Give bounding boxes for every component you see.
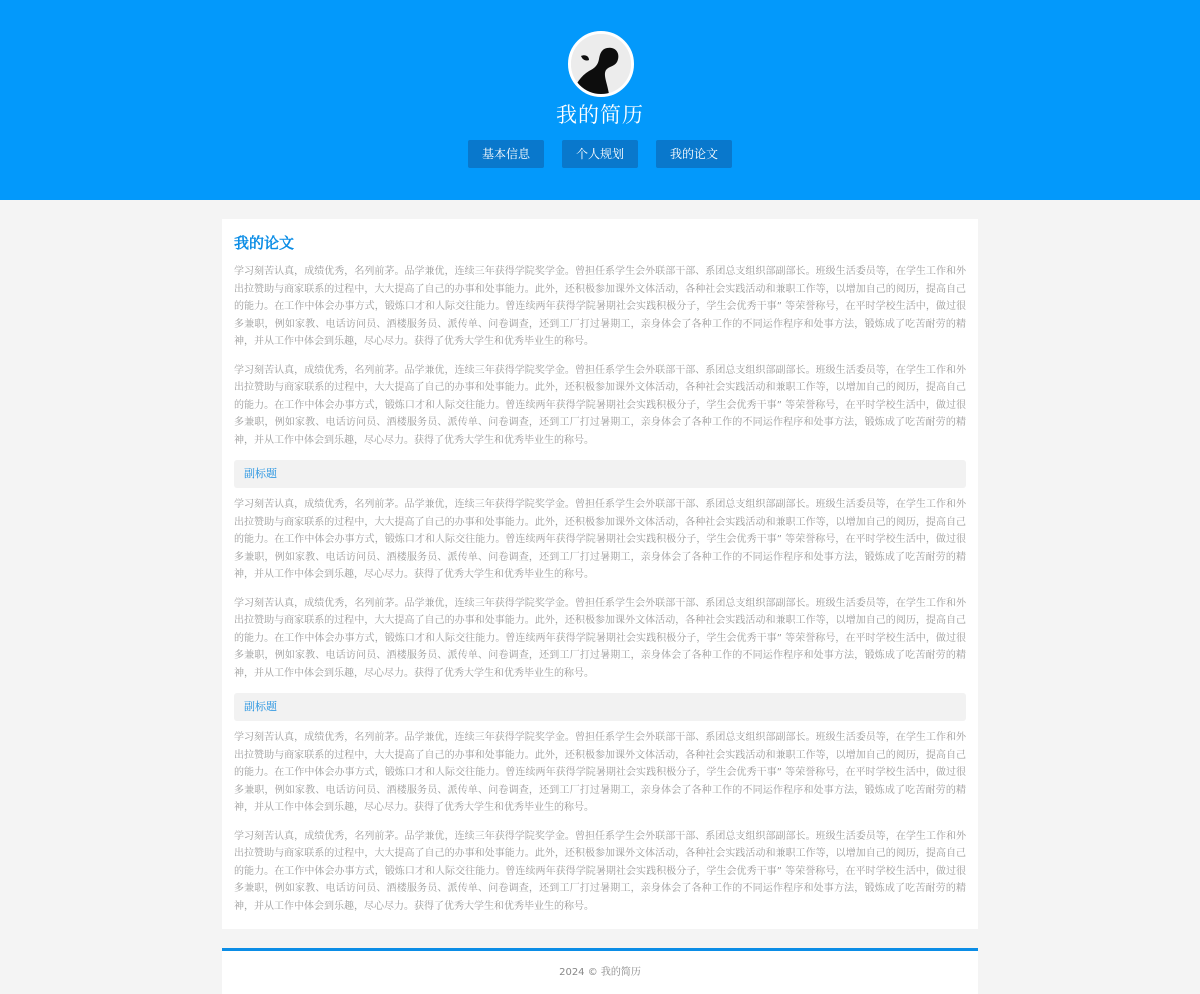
page-header: [0, 0, 1200, 200]
nav-personal-plan-button[interactable]: 个人规划: [562, 140, 638, 168]
avatar-silhouette-icon: [571, 34, 631, 94]
site-title: 我的简历: [556, 103, 644, 127]
paragraph: 学习刻苦认真，成绩优秀，名列前茅。品学兼优，连续三年获得学院奖学金。曾担任系学生会外联部干部、系团总支组织部副部长。班级生活委员等，在学生工作和外出拉赞助与商家联系的过程中，大大提高了自己的办事和处事能力。此外，还积极参加课外文体活动，各种社会实践活动和兼职工作等，以增加自己的阅历，提高自己的能力。在工作中体会办事方式，锻炼口才和人际交往能力。曾连续两年获得学院暑期社会实践积极分子，学生会优秀干事” 等荣誉称号，在平时学校生活中，做过很多兼职，例如家教、电话访问员、酒楼服务员、派传单、问卷调查，还到工厂打过暑期工，亲身体会了各种工作的不同运作程序和处事方法，锻炼成了吃苦耐劳的精神，并从工作中体会到乐趣，尽心尽力。获得了优秀大学生和优秀毕业生的称号。: [234, 732, 966, 813]
avatar: [568, 31, 634, 97]
page-footer: [222, 948, 978, 994]
section-subtitle: 副标题: [234, 460, 966, 488]
paragraph: 学习刻苦认真，成绩优秀，名列前茅。品学兼优，连续三年获得学院奖学金。曾担任系学生会外联部干部、系团总支组织部副部长。班级生活委员等，在学生工作和外出拉赞助与商家联系的过程中，大大提高了自己的办事和处事能力。此外，还积极参加课外文体活动，各种社会实践活动和兼职工作等，以增加自己的阅历，提高自己的能力。在工作中体会办事方式，锻炼口才和人际交往能力。曾连续两年获得学院暑期社会实践积极分子，学生会优秀干事” 等荣誉称号，在平时学校生活中，做过很多兼职，例如家教、电话访问员、酒楼服务员、派传单、问卷调查，还到工厂打过暑期工，亲身体会了各种工作的不同运作程序和处事方法，锻炼成了吃苦耐劳的精神，并从工作中体会到乐趣，尽心尽力。获得了优秀大学生和优秀毕业生的称号。: [234, 266, 966, 347]
nav-my-paper-button[interactable]: 我的论文: [656, 140, 732, 168]
section-subtitle: 副标题: [234, 693, 966, 721]
main-nav: [0, 140, 1200, 168]
page-title: 我的论文: [234, 234, 295, 252]
paper-card: [222, 219, 978, 929]
paragraph: 学习刻苦认真，成绩优秀，名列前茅。品学兼优，连续三年获得学院奖学金。曾担任系学生会外联部干部、系团总支组织部副部长。班级生活委员等，在学生工作和外出拉赞助与商家联系的过程中，大大提高了自己的办事和处事能力。此外，还积极参加课外文体活动，各种社会实践活动和兼职工作等，以增加自己的阅历，提高自己的能力。在工作中体会办事方式，锻炼口才和人际交往能力。曾连续两年获得学院暑期社会实践积极分子，学生会优秀干事” 等荣誉称号，在平时学校生活中，做过很多兼职，例如家教、电话访问员、酒楼服务员、派传单、问卷调查，还到工厂打过暑期工，亲身体会了各种工作的不同运作程序和处事方法，锻炼成了吃苦耐劳的精神，并从工作中体会到乐趣，尽心尽力。获得了优秀大学生和优秀毕业生的称号。: [234, 597, 966, 679]
paragraph: 学习刻苦认真，成绩优秀，名列前茅。品学兼优，连续三年获得学院奖学金。曾担任系学生会外联部干部、系团总支组织部副部长。班级生活委员等，在学生工作和外出拉赞助与商家联系的过程中，大大提高了自己的办事和处事能力。此外，还积极参加课外文体活动，各种社会实践活动和兼职工作等，以增加自己的阅历，提高自己的能力。在工作中体会办事方式，锻炼口才和人际交往能力。曾连续两年获得学院暑期社会实践积极分子，学生会优秀干事” 等荣誉称号，在平时学校生活中，做过很多兼职，例如家教、电话访问员、酒楼服务员、派传单、问卷调查，还到工厂打过暑期工，亲身体会了各种工作的不同运作程序和处事方法，锻炼成了吃苦耐劳的精神，并从工作中体会到乐趣，尽心尽力。获得了优秀大学生和优秀毕业生的称号。: [234, 499, 966, 580]
nav-basic-info-button[interactable]: 基本信息: [468, 140, 544, 168]
paragraph: 学习刻苦认真，成绩优秀，名列前茅。品学兼优，连续三年获得学院奖学金。曾担任系学生会外联部干部、系团总支组织部副部长。班级生活委员等，在学生工作和外出拉赞助与商家联系的过程中，大大提高了自己的办事和处事能力。此外，还积极参加课外文体活动，各种社会实践活动和兼职工作等，以增加自己的阅历，提高自己的能力。在工作中体会办事方式，锻炼口才和人际交往能力。曾连续两年获得学院暑期社会实践积极分子，学生会优秀干事” 等荣誉称号，在平时学校生活中，做过很多兼职，例如家教、电话访问员、酒楼服务员、派传单、问卷调查，还到工厂打过暑期工，亲身体会了各种工作的不同运作程序和处事方法，锻炼成了吃苦耐劳的精神，并从工作中体会到乐趣，尽心尽力。获得了优秀大学生和优秀毕业生的称号。: [234, 830, 966, 912]
paragraph: 学习刻苦认真，成绩优秀，名列前茅。品学兼优，连续三年获得学院奖学金。曾担任系学生会外联部干部、系团总支组织部副部长。班级生活委员等，在学生工作和外出拉赞助与商家联系的过程中，大大提高了自己的办事和处事能力。此外，还积极参加课外文体活动，各种社会实践活动和兼职工作等，以增加自己的阅历，提高自己的能力。在工作中体会办事方式，锻炼口才和人际交往能力。曾连续两年获得学院暑期社会实践积极分子，学生会优秀干事” 等荣誉称号，在平时学校生活中，做过很多兼职，例如家教、电话访问员、酒楼服务员、派传单、问卷调查，还到工厂打过暑期工，亲身体会了各种工作的不同运作程序和处事方法，锻炼成了吃苦耐劳的精神，并从工作中体会到乐趣，尽心尽力。获得了优秀大学生和优秀毕业生的称号。: [234, 364, 966, 446]
footer-copyright: 2024 © 我的简历: [559, 967, 641, 978]
